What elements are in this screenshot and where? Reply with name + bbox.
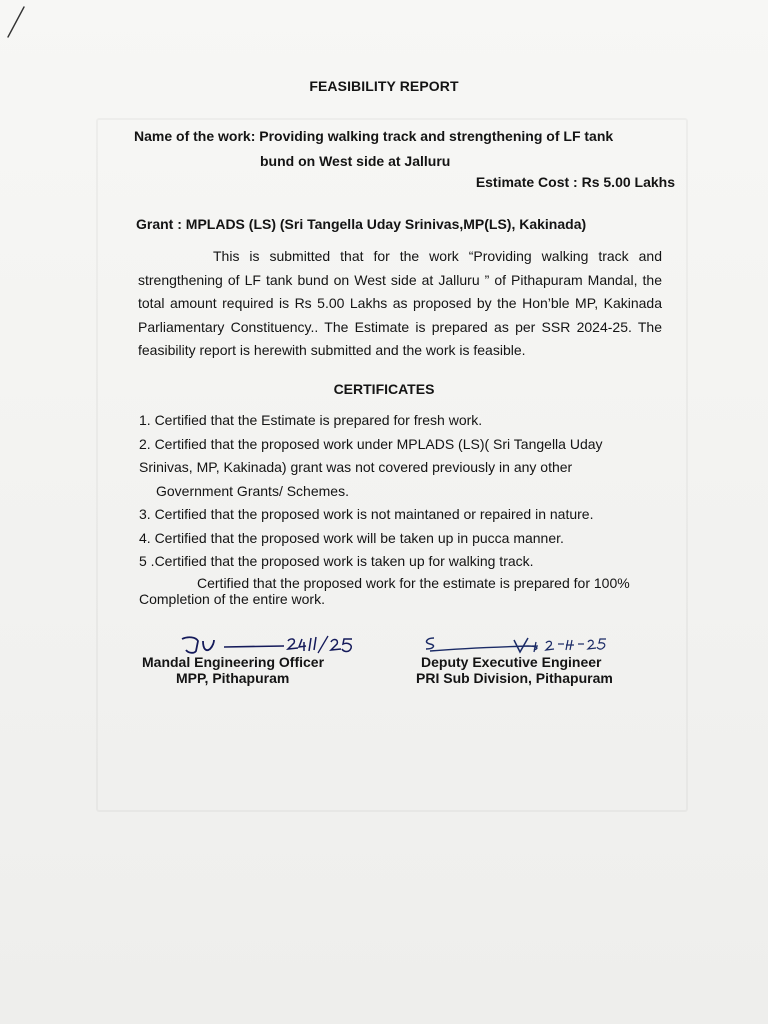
signatory-office: MPP, Pithapuram [176,670,290,686]
certificate-item: 3. Certified that the proposed work is not maintaned or repaired in nature. [139,506,594,522]
work-name-line2: bund on West side at Jalluru [260,153,451,169]
deputy-engineer-block [416,654,613,686]
closing-line: Completion of the entire work. [139,591,325,607]
closing-line: Certified that the proposed work for the estimate is prepared for 100% [197,575,630,591]
pen-stroke-mark [4,4,28,40]
certificate-item: 1. Certified that the Estimate is prepared for fresh work. [139,412,483,428]
work-name-line1: Name of the work: Providing walking track and strengthening of LF tank [134,128,614,144]
signatory-title: Deputy Executive Engineer [421,654,602,670]
certificate-item [139,433,659,504]
signatory-title: Mandal Engineering Officer [142,654,325,670]
grant-line: Grant : MPLADS (LS) (Sri Tangella Uday Srinivas,MP(LS), Kakinada) [136,216,587,232]
certificate-item: 4. Certified that the proposed work will be taken up in pucca manner. [139,529,564,546]
mandal-engineer-block [142,654,324,686]
report-title: FEASIBILITY REPORT [309,78,459,94]
work-name [134,124,654,174]
submission-paragraph: This is submitted that for the work “Providing walking track and strengthening of LF tank bund on West side at Jalluru ” of Pithapuram Mandal, the total amount required is Rs 5.00 Lakhs as proposed by the Hon’ble MP, Kakinada Parliamentary Constituency.. The Estimate is prepared as per SSR 2024-25. The feasibility report is herewith submitted and the work is feasible. [138,248,662,358]
certificates-list [139,409,659,574]
certificate-item-line: Srinivas, MP, Kakinada) grant was not covered previously in any other [139,459,573,475]
signatory-office: PRI Sub Division, Pithapuram [416,670,613,686]
certificates-heading: CERTIFICATES [333,381,435,397]
closing-certification [139,575,669,607]
certificate-item-line: 2. Certified that the proposed work under MPLADS (LS)( Sri Tangella Uday [139,435,603,452]
certificate-item: 5 .Certified that the proposed work is taken up for walking track. [139,553,534,569]
certificate-item-line: Government Grants/ Schemes. [156,482,349,499]
estimate-cost: Estimate Cost : Rs 5.00 Lakhs [475,174,675,190]
